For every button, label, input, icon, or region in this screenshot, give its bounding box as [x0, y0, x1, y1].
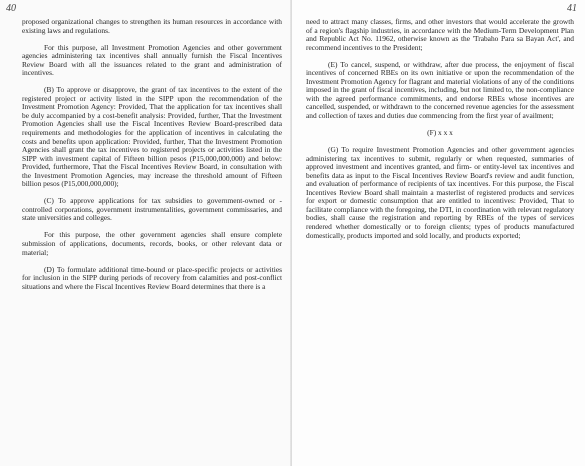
paragraph: (G) To require Investment Promotion Agencies and other government agencies administering tax incentives to submit, regularly or when requested, summaries of approved investment and incentives granted, and firm- or entity-level tax incentives and benefits data as input to the Fiscal Incentives Review Board's review and audit function, and evaluation of performance of recipients of tax incentives. For this purpose, the Fiscal Incentives Review Board shall maintain a masterlist of registered products and services for export or domestic consumption that are entitled to incentives: Provided, That to facilitate compliance with the foregoing, the DTI, in coordination with relevant regulatory bodies, shall cause the registration and reporting by RBEs of the types of services rendered whether domestically or to foreign clients; types of products manufactured domestically, products imported and sold locally, and products exported; — [306, 145, 574, 240]
right-page-text — [306, 18, 574, 249]
left-page — [0, 0, 292, 466]
page-number-right: 41 — [567, 3, 577, 14]
page-number-left: 40 — [6, 3, 16, 14]
paragraph: (C) To approve applications for tax subsidies to government-owned or -controlled corporations, government instrumentalities, government commissaries, and state universities and colleges. — [22, 196, 282, 223]
paragraph: (B) To approve or disapprove, the grant of tax incentives to the extent of the registered project or activity listed in the SIPP upon the recommendation of the Investment Promotion Agency: Provided, That the application for tax incentives shall be duly accompanied by a cost-benefit analysis: Provided, further, That the Investment Promotion Agencies shall use the Fiscal Incentives Review Board-prescribed data requirements and methodologies for the application of incentives in calculating the costs and benefits upon application: Provided, further, That the Investment Promotion Agencies shall grant the tax incentives to registered projects or activities listed in the SIPP with investment capital of Fifteen billion pesos (P15,000,000,000) and below: Provided, furthermore, That the Fiscal Incentives Review Board, in consultation with the Investment Promotion Agencies, may increase the threshold amount of Fifteen billion pesos (P15,000,000,000); — [22, 85, 282, 189]
paragraph: need to attract many classes, firms, and other investors that would accelerate the growth of a region's flagship industries, in accordance with the Medium-Term Development Plan and Republic Act No. 11962, otherwise known as the 'Trabaho Para sa Bayan Act', and recommend incentives to the President; — [306, 17, 574, 52]
paragraph: (D) To formulate additional time-bound or place-specific projects or activities for inclusion in the SIPP during periods of recovery from calamities and post-conflict situations and where the Fiscal Incentives Review Board determines that there is a — [22, 264, 282, 291]
paragraph: (F) x x x — [427, 128, 453, 138]
paragraph: For this purpose, all Investment Promotion Agencies and other government agencies administering tax incentives shall annually furnish the Fiscal Incentives Review Board with all the issuances related to the grant and administration of incentives. — [22, 42, 282, 78]
paragraph: For this purpose, the other government agencies shall ensure complete submission of applications, documents, records, books, or other relevant data or material; — [22, 230, 282, 257]
paragraph: proposed organizational changes to strengthen its human resources in accordance with existing laws and regulations. — [22, 17, 282, 35]
right-page — [292, 0, 585, 466]
paragraph: (E) To cancel, suspend, or withdraw, after due process, the enjoyment of fiscal incentives of concerned RBEs on its own initiative or upon the recommendation of the Investment Promotion Agency for flagrant and material violations of any of the conditions imposed in the grant of fiscal incentives, including, but not limited to, the non-compliance with the agreed performance commitments, and endorse RBEs whose incentives are cancelled, suspended, or withdrawn to the concerned revenue agencies for the assessment and collection of taxes and duties due commencing from the first year of availment; — [306, 59, 574, 120]
left-page-text — [22, 18, 282, 300]
